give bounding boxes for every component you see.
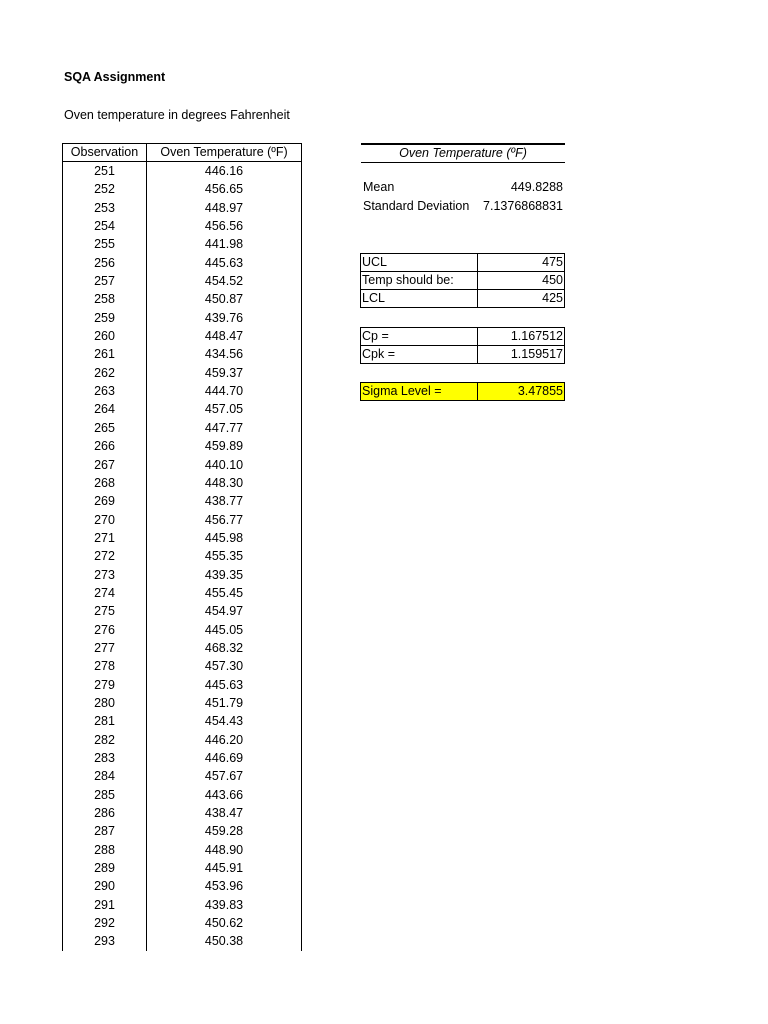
temperature-cell: 445.91 — [204, 861, 244, 876]
table-body — [62, 162, 302, 951]
table-header — [62, 143, 302, 162]
table-row — [63, 547, 301, 565]
temperature-cell: 456.65 — [204, 182, 244, 197]
std-dev-value: 7.1376868831 — [483, 199, 563, 213]
table-row — [63, 657, 301, 675]
temperature-cell: 447.77 — [204, 420, 244, 435]
observation-cell: 289 — [63, 859, 147, 877]
table-row — [63, 566, 301, 584]
table-row — [63, 419, 301, 437]
table-row — [63, 162, 301, 180]
observation-cell: 270 — [63, 511, 147, 529]
table-row — [63, 786, 301, 804]
ucl-label: UCL — [361, 254, 478, 272]
temperature-cell: 459.89 — [204, 439, 244, 454]
observation-cell: 284 — [63, 767, 147, 785]
table-row — [63, 364, 301, 382]
observation-cell: 275 — [63, 602, 147, 620]
mean-value: 449.8288 — [510, 180, 563, 194]
temperature-cell: 446.20 — [204, 732, 244, 747]
temperature-cell: 445.63 — [204, 255, 244, 270]
table-row — [63, 841, 301, 859]
table-row — [63, 822, 301, 840]
observation-cell: 260 — [63, 327, 147, 345]
temperature-cell: 448.30 — [204, 475, 244, 490]
temperature-cell: 439.35 — [204, 567, 244, 582]
observation-cell: 265 — [63, 419, 147, 437]
observation-cell: 286 — [63, 804, 147, 822]
table-row — [63, 511, 301, 529]
capability-table — [360, 327, 565, 364]
cpk-label: Cpk = — [361, 346, 478, 364]
observation-cell: 292 — [63, 914, 147, 932]
temperature-cell: 455.45 — [204, 585, 244, 600]
table-row — [63, 272, 301, 290]
temperature-cell: 445.98 — [204, 530, 244, 545]
temperature-cell: 451.79 — [204, 695, 244, 710]
temperature-cell: 448.47 — [204, 329, 244, 344]
temperature-cell: 455.35 — [204, 549, 244, 564]
temperature-cell: 450.38 — [204, 934, 244, 949]
target-value: 450 — [478, 272, 565, 290]
observation-cell: 291 — [63, 896, 147, 914]
cpk-row — [361, 346, 565, 364]
table-row — [63, 382, 301, 400]
table-row — [63, 914, 301, 932]
temperature-cell: 456.56 — [204, 219, 244, 234]
temperature-cell: 454.52 — [204, 274, 244, 289]
observation-cell: 266 — [63, 437, 147, 455]
table-row — [63, 621, 301, 639]
observation-cell: 277 — [63, 639, 147, 657]
observation-cell: 254 — [63, 217, 147, 235]
table-row — [63, 327, 301, 345]
ucl-value: 475 — [478, 254, 565, 272]
observation-table — [62, 143, 302, 951]
table-row — [63, 877, 301, 895]
observation-cell: 281 — [63, 712, 147, 730]
temperature-cell: 457.30 — [204, 659, 244, 674]
table-row — [63, 694, 301, 712]
observation-cell: 288 — [63, 841, 147, 859]
observation-cell: 255 — [63, 235, 147, 253]
table-row — [63, 309, 301, 327]
observation-cell: 262 — [63, 364, 147, 382]
table-row — [63, 400, 301, 418]
temperature-cell: 441.98 — [204, 237, 244, 252]
temperature-cell: 445.05 — [204, 622, 244, 637]
observation-cell: 285 — [63, 786, 147, 804]
observation-cell: 272 — [63, 547, 147, 565]
observation-cell: 257 — [63, 272, 147, 290]
document-subtitle: Oven temperature in degrees Fahrenheit — [64, 108, 290, 122]
lcl-value: 425 — [478, 290, 565, 308]
observation-cell: 253 — [63, 199, 147, 217]
observation-cell: 271 — [63, 529, 147, 547]
temperature-cell: 440.10 — [204, 457, 244, 472]
sigma-level-table — [360, 382, 565, 401]
mean-label: Mean — [363, 180, 395, 194]
lcl-row — [361, 290, 565, 308]
table-row — [63, 529, 301, 547]
observation-cell: 268 — [63, 474, 147, 492]
observation-cell: 279 — [63, 676, 147, 694]
target-row — [361, 272, 565, 290]
table-row — [63, 492, 301, 510]
observation-cell: 290 — [63, 877, 147, 895]
table-row — [63, 767, 301, 785]
temperature-cell: 439.76 — [204, 310, 244, 325]
observation-cell: 280 — [63, 694, 147, 712]
observation-cell: 283 — [63, 749, 147, 767]
cpk-value: 1.159517 — [478, 346, 565, 364]
observation-cell: 278 — [63, 657, 147, 675]
table-row — [63, 254, 301, 272]
temperature-cell: 457.67 — [204, 769, 244, 784]
header-observation: Observation — [63, 144, 147, 161]
sigma-label: Sigma Level = — [361, 383, 478, 401]
table-row — [63, 474, 301, 492]
temperature-cell: 457.05 — [204, 402, 244, 417]
sigma-value: 3.47855 — [478, 383, 565, 401]
observation-cell: 287 — [63, 822, 147, 840]
observation-cell: 259 — [63, 309, 147, 327]
temperature-cell: 468.32 — [204, 640, 244, 655]
observation-cell: 251 — [63, 162, 147, 180]
table-row — [63, 859, 301, 877]
table-row — [63, 804, 301, 822]
temperature-cell: 434.56 — [204, 347, 244, 362]
observation-cell: 258 — [63, 290, 147, 308]
control-limits-table — [360, 253, 565, 308]
lcl-label: LCL — [361, 290, 478, 308]
temperature-cell: 438.47 — [204, 806, 244, 821]
target-label: Temp should be: — [361, 272, 478, 290]
temperature-cell: 450.62 — [204, 916, 244, 931]
table-row — [63, 639, 301, 657]
stats-header: Oven Temperature (ºF) — [361, 143, 565, 163]
observation-cell: 256 — [63, 254, 147, 272]
temperature-cell: 454.43 — [204, 714, 244, 729]
observation-cell: 274 — [63, 584, 147, 602]
table-row — [63, 896, 301, 914]
temperature-cell: 445.63 — [204, 677, 244, 692]
table-row — [63, 345, 301, 363]
temperature-cell: 459.37 — [204, 365, 244, 380]
table-row — [63, 456, 301, 474]
table-row — [63, 180, 301, 198]
table-row — [63, 584, 301, 602]
temperature-cell: 438.77 — [204, 494, 244, 509]
temperature-cell: 439.83 — [204, 897, 244, 912]
observation-cell: 269 — [63, 492, 147, 510]
observation-cell: 276 — [63, 621, 147, 639]
table-row — [63, 731, 301, 749]
std-dev-label: Standard Deviation — [363, 199, 470, 213]
table-row — [63, 712, 301, 730]
header-oven-temperature: Oven Temperature (ºF) — [160, 145, 288, 159]
temperature-cell: 459.28 — [204, 824, 244, 839]
observation-cell: 267 — [63, 456, 147, 474]
document-title: SQA Assignment — [64, 70, 166, 84]
table-row — [63, 217, 301, 235]
table-row — [63, 676, 301, 694]
cp-label: Cp = — [361, 328, 478, 346]
observation-cell: 261 — [63, 345, 147, 363]
temperature-cell: 446.16 — [204, 164, 244, 178]
temperature-cell: 446.69 — [204, 751, 244, 765]
temperature-cell: 443.66 — [204, 787, 244, 802]
observation-cell: 264 — [63, 400, 147, 418]
table-row — [63, 932, 301, 950]
temperature-cell: 448.90 — [204, 842, 244, 857]
cp-value: 1.167512 — [478, 328, 565, 346]
table-row — [63, 199, 301, 217]
temperature-cell: 444.70 — [204, 384, 244, 399]
table-row — [63, 437, 301, 455]
observation-cell: 263 — [63, 382, 147, 400]
temperature-cell: 454.97 — [204, 604, 244, 619]
observation-cell: 273 — [63, 566, 147, 584]
table-row — [63, 602, 301, 620]
observation-cell: 293 — [63, 932, 147, 950]
temperature-cell: 448.97 — [204, 200, 244, 215]
table-row — [63, 235, 301, 253]
temperature-cell: 453.96 — [204, 879, 244, 894]
observation-cell: 282 — [63, 731, 147, 749]
observation-cell: 252 — [63, 180, 147, 198]
ucl-row — [361, 254, 565, 272]
cp-row — [361, 328, 565, 346]
table-row — [63, 290, 301, 308]
temperature-cell: 456.77 — [204, 512, 244, 527]
table-row — [63, 749, 301, 767]
temperature-cell: 450.87 — [204, 292, 244, 307]
sigma-row — [361, 383, 565, 401]
